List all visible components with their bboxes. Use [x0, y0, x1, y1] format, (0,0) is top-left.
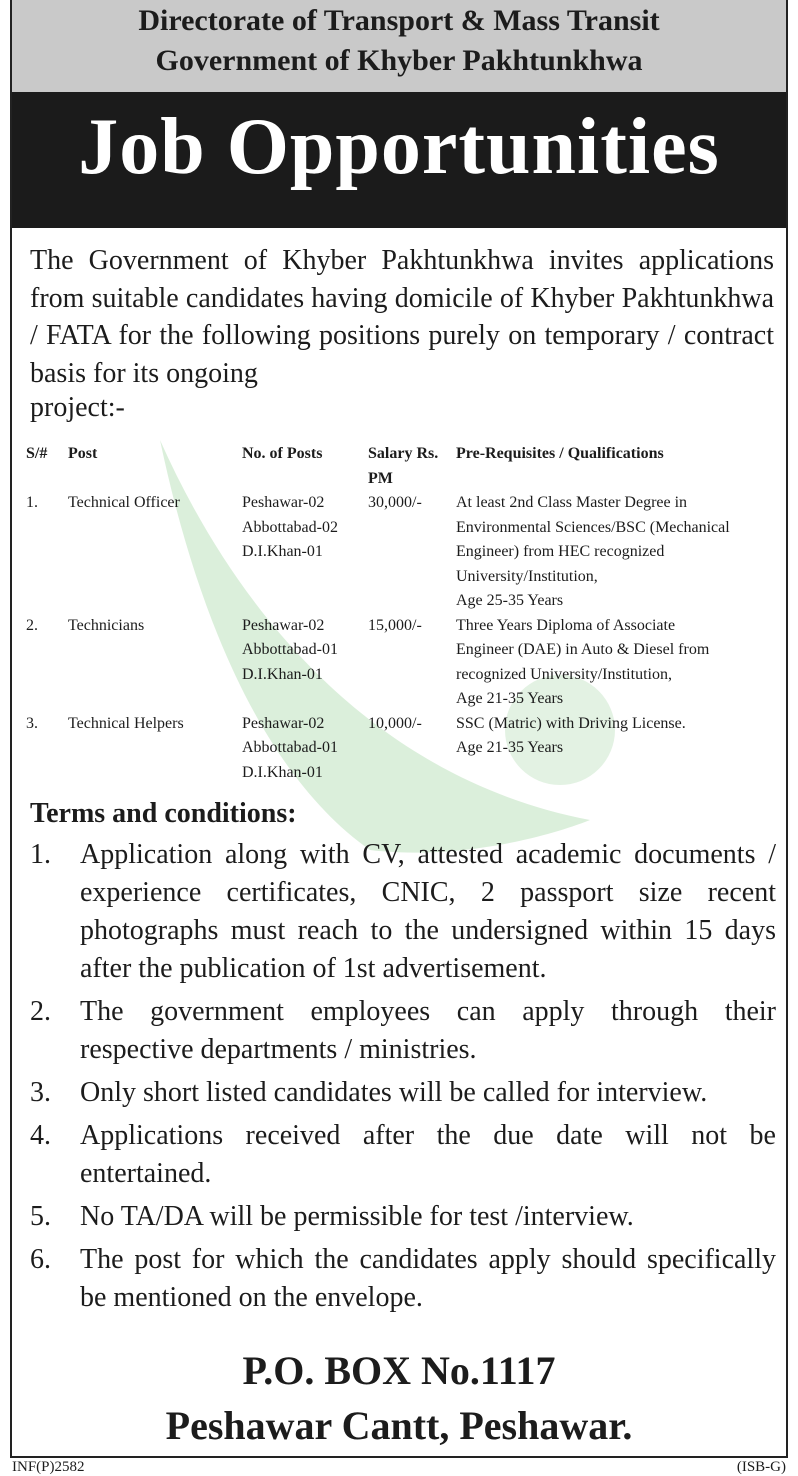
term-text: Applications received after the due date will not be entertained. — [80, 1120, 776, 1189]
term-text: Only short listed candidates will be called for interview. — [80, 1077, 708, 1108]
post-count-line: Peshawar-02 — [242, 616, 325, 634]
row-post: Technical Officer — [68, 494, 180, 511]
table-row — [26, 712, 778, 786]
term-item — [30, 836, 776, 988]
post-count-line: Abbottabad-01 — [242, 739, 338, 756]
header-directorate: Directorate of Transport & Mass Transit — [138, 4, 660, 37]
qualification-line: Engineer (DAE) in Auto & Diesel from — [456, 641, 710, 658]
term-number: 2. — [30, 996, 51, 1027]
term-number: 1. — [30, 839, 51, 870]
page-title: Job Opportunities — [78, 103, 720, 191]
table-row — [26, 491, 778, 614]
intro-paragraph-end: project:- — [30, 392, 125, 423]
col-header-no-of-posts: No. of Posts — [242, 445, 323, 462]
col-header-qualifications: Pre-Requisites / Qualifications — [456, 445, 664, 462]
footer-ref-right: (ISB-G) — [736, 1459, 786, 1475]
post-count-line: Abbottabad-02 — [242, 518, 338, 536]
row-salary: 15,000/- — [368, 616, 422, 634]
term-text: Application along with CV, attested academic documents / experience certificates, CNIC, 2 passport size recent photographs must reach to the undersigned within 15 days after the publication of 1st advertisement. — [80, 839, 776, 984]
term-item — [30, 1117, 776, 1193]
post-count-line: Abbottabad-01 — [242, 641, 338, 658]
terms-heading: Terms and conditions: — [30, 798, 297, 829]
row-sn: 1. — [26, 494, 38, 511]
row-qualifications — [456, 712, 778, 786]
term-number: 6. — [30, 1244, 51, 1275]
table-header-row — [26, 442, 778, 491]
term-item — [30, 1074, 776, 1112]
post-count-line: D.I.Khan-01 — [242, 763, 323, 781]
col-header-salary: Salary Rs. PM — [368, 445, 439, 487]
qualification-line: Age 25-35 Years — [456, 592, 564, 609]
term-number: 4. — [30, 1120, 51, 1151]
qualification-line: SSC (Matric) with Driving License. — [456, 714, 686, 732]
post-count-line: Peshawar-02 — [242, 714, 325, 732]
row-no-of-posts — [242, 491, 368, 614]
jobs-table — [26, 442, 778, 785]
row-salary: 30,000/- — [368, 494, 422, 511]
header-government: Government of Khyber Pakhtunkhwa — [155, 44, 643, 77]
qualification-line: University/Institution, — [456, 567, 598, 585]
row-post: Technicians — [68, 616, 145, 634]
footer-ref-left: INF(P)2582 — [12, 1459, 85, 1475]
qualification-line: Three Years Diploma of Associate — [456, 616, 676, 634]
term-text: The post for which the candidates apply should specifically be mentioned on the envelope. — [80, 1244, 776, 1313]
col-header-post: Post — [68, 445, 98, 462]
address-city: Peshawar Cantt, Peshawar. — [165, 1403, 633, 1448]
row-post: Technical Helpers — [68, 714, 184, 732]
intro-paragraph: The Government of Khyber Pakhtunkhwa invites applications from suitable candidates having domicile of Khyber Pakhtunkhwa / FATA for the following positions purely on temporary / contract basis for its ongoing — [30, 245, 774, 389]
term-number: 5. — [30, 1201, 51, 1232]
title-banner — [12, 92, 786, 228]
row-no-of-posts — [242, 614, 368, 712]
row-sn: 2. — [26, 616, 38, 634]
header — [12, 0, 786, 92]
term-item — [30, 1198, 776, 1236]
po-box: P.O. BOX No.1117 — [242, 1348, 556, 1393]
term-text: No TA/DA will be permissible for test /interview. — [80, 1201, 634, 1232]
term-item — [30, 1241, 776, 1317]
term-text: The government employees can apply through their respective departments / ministries. — [80, 996, 776, 1065]
qualification-line: Age 21-35 Years — [456, 739, 564, 756]
post-count-line: D.I.Khan-01 — [242, 665, 323, 683]
row-qualifications — [456, 491, 778, 614]
row-qualifications — [456, 614, 778, 712]
term-number: 3. — [30, 1077, 51, 1108]
row-sn: 3. — [26, 714, 38, 732]
col-header-sn: S/# — [26, 445, 48, 462]
qualification-line: Engineer) from HEC recognized — [456, 543, 665, 560]
qualification-line: Environmental Sciences/BSC (Mechanical — [456, 518, 730, 536]
post-count-line: D.I.Khan-01 — [242, 543, 323, 560]
qualification-line: recognized University/Institution, — [456, 665, 672, 683]
post-count-line: Peshawar-02 — [242, 494, 325, 511]
row-no-of-posts — [242, 712, 368, 786]
row-salary: 10,000/- — [368, 714, 422, 732]
jobs-table-body — [26, 491, 778, 785]
qualification-line: Age 21-35 Years — [456, 690, 564, 707]
qualification-line: At least 2nd Class Master Degree in — [456, 494, 688, 511]
table-row — [26, 614, 778, 712]
term-item — [30, 993, 776, 1069]
terms-list — [30, 836, 776, 1322]
